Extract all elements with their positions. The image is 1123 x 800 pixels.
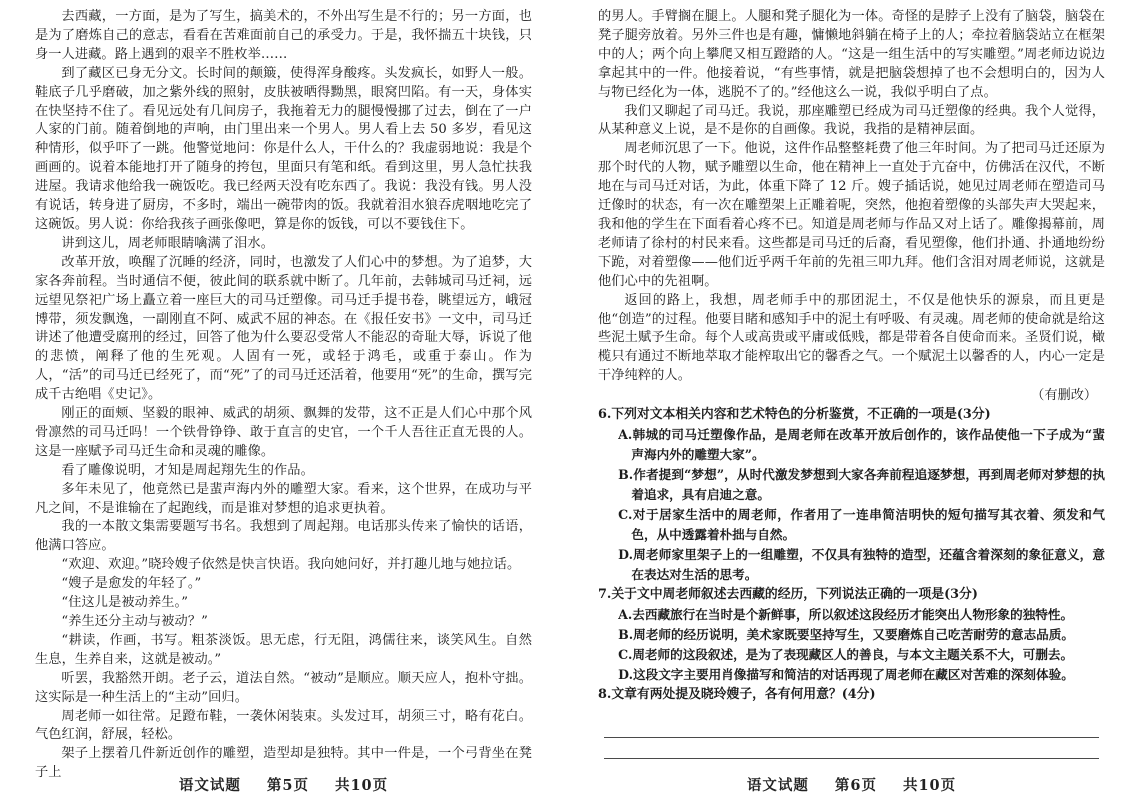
- question-6: [598, 405, 1105, 585]
- question-stem: 6.下列对文本相关内容和艺术特色的分析鉴赏，不正确的一项是(3分): [598, 407, 991, 423]
- page-5: [35, 0, 532, 800]
- page-6-body: [598, 8, 1105, 759]
- paragraph: 改革开放，唤醒了沉睡的经济，同时，也激发了人们心中的梦想。为了追梦，大家各奔前程。当时通信不便，彼此间的联系就中断了。几年前，去韩城司马迁祠，远远望见祭祀广场上矗立着一座巨大的司马迁塑像。司马迁手提书卷，眺望远方，峨冠博带，须发飘逸，一副刚直不阿、威武不屈的神态。在《报任安书》一文中，司马迁讲述了他遭受腐刑的经过，回答了他为什么要忍受常人不能忍的奇耻大辱，诉说了他的悲愤，阐释了他的生死观。人固有一死，或轻于鸿毛，或重于泰山。作为人，“活”的司马迁已经死了，而“死”了的司马迁还活着，他要用“死”的生命，撰写完成千古绝唱《史记》。: [35, 254, 532, 403]
- paragraph: 周老师沉思了一下。他说，这件作品整整耗费了他三年时间。为了把司马迁还原为那个时代的人物，赋予雕塑以生命，他在精神上一直处于亢奋中，仿佛活在汉代，不断地在与司马迁对话，为此，体重下降了 12 斤。嫂子插话说，她见过周老师在塑造司马迁像时的状态，有一次在雕塑架上正雕着呢，突然，他抱着塑像的头部失声大哭起来，我和他的学生在下面看着心疼不已。知道是周老师与作品又对上话了。雕像揭幕前，周老师请了徐村的村民来看。这些都是司马迁的后裔，看见塑像，他们扑通、扑通地纷纷下跪，对着塑像——他们近乎两千年前的先祖三叩九拜。他们含泪对周老师说，这就是他们心中的先祖啊。: [598, 141, 1105, 289]
- dialogue-line: “住这儿是被动养生。”: [61, 595, 189, 611]
- footer-page-number: 第5页: [266, 777, 309, 794]
- footer-doc-title: 语文试题: [746, 777, 809, 794]
- paragraph: 看了雕像说明，才知是周起翔先生的作品。: [61, 462, 314, 478]
- paragraph: 周老师一如往常。足蹬布鞋，一袭休闲装束。头发过耳，胡须三寸，略有花白。气色红润，舒展，轻松。: [35, 708, 532, 743]
- footer-page-total: 共10页: [334, 777, 389, 794]
- footer-doc-title: 语文试题: [178, 777, 241, 794]
- question-stem: 8.文章有两处提及晓玲嫂子，各有何用意？(4分): [598, 687, 876, 703]
- question-option-b: B.作者提到“梦想”，从时代激发梦想到大家各奔前程追逐梦想，再到周老师对梦想的执着追求，具有启迪之意。: [618, 467, 1105, 503]
- answer-line: [604, 717, 1099, 738]
- answer-area: [598, 717, 1105, 759]
- dialogue-line: “欢迎、欢迎。”晓玲嫂子依然是快言快语。我向她问好，并打趣儿地与她拉话。: [61, 557, 521, 573]
- dialogue-line: “嫂子是愈发的年轻了。”: [61, 576, 202, 592]
- footer-page-total: 共10页: [902, 777, 957, 794]
- question-option-d: D.周老师家里架子上的一组雕塑，不仅具有独特的造型，还蕴含着深刻的象征意义，意在表达对生活的思考。: [618, 547, 1105, 583]
- page-6: [598, 0, 1105, 800]
- paragraph: 听罢，我豁然开朗。老子云，道法自然。“被动”是顺应。顺天应人，抱朴守拙。这实际是一种生活上的“主动”回归。: [35, 670, 532, 705]
- question-option-b: B.周老师的经历说明，美术家既要坚持写生，又要磨炼自己吃苦耐劳的意志品质。: [618, 627, 1074, 643]
- question-stem: 7.关于文中周老师叙述去西藏的经历，下列说法正确的一项是(3分): [598, 587, 978, 603]
- paragraph: 架子上摆着几件新近创作的雕塑，造型却是独特。其中一件是，一个弓背坐在凳子上: [35, 746, 532, 781]
- question-option-c: C.周老师的这段叙述，是为了表现藏区人的善良，与本文主题关系不大，可删去。: [618, 647, 1074, 663]
- page-footer: [35, 774, 532, 795]
- dialogue-line: “耕读，作画，书写。粗茶淡饭。思无虑，行无阻，鸿儒往来，谈笑风生。自然生息，生养自来，这就是被动。”: [35, 632, 532, 667]
- question-8: [598, 685, 1105, 759]
- page-5-body: [35, 8, 532, 783]
- question-option-a: A.韩城的司马迁塑像作品，是周老师在改革开放后创作的，该作品使他一下子成为“蜚声海内外的雕塑大家”。: [618, 427, 1105, 463]
- question-7: [598, 585, 1105, 685]
- paragraph: 去西藏，一方面，是为了写生，搞美术的，不外出写生是不行的；另一方面，也是为了磨炼自己的意志，看看在苦难面前自己的承受力。于是，我怀揣五十块钱，只身一人进藏。路上遇到的艰辛不胜枚举……: [35, 9, 532, 62]
- answer-line: [604, 738, 1099, 759]
- question-option-a: A.去西藏旅行在当时是个新鲜事，所以叙述这段经历才能突出人物形象的独特性。: [618, 607, 1074, 623]
- paragraph: 返回的路上，我想，周老师手中的那团泥土，不仅是他快乐的源泉，而且更是他“创造”的过程。他要目睹和感知手中的泥土有呼吸、有灵魂。周老师的使命就是给这些泥土赋予生命。每个人或高贵或平庸或低贱，都是带着各自使命而来。圣贤们说，橄榄只有通过不断地萃取才能榨取出它的馨香之气。一个赋泥土以馨香的人，内心一定是干净纯粹的人。: [598, 292, 1105, 384]
- paragraph: 讲到这儿，周老师眼睛噙满了泪水。: [61, 235, 274, 251]
- paragraph: 到了藏区已身无分文。长时间的颠簸，使得浑身酸疼。头发疯长，如野人一般。鞋底子几乎磨破，加之紫外线的照射，皮肤被晒得黝黑，眼窝凹陷。有一天，身体实在快坚持不住了。看见远处有几间房子，我拖着无力的腿慢慢挪了过去，倒在了一户人家的门前。随着倒地的声响，由门里出来一个男人。男人看上去 50 多岁，看见这种情形，似乎吓了一跳。他警觉地问：你是什么人，干什么的？我虚弱地说：我是个画画的。说着本能地打开了随身的挎包，里面只有笔和纸。看到这里，男人急忙扶我进屋。我请求他给我一碗饭吃。我已经两天没有吃东西了。我说：我没有钱。男人没有说话，转身进了厨房，不多时，端出一碗带肉的饭。我就着泪水狼吞虎咽地吃完了这碗饭。男人说：你给我孩子画张像吧，算是你的饭钱，可以不要钱住下。: [35, 65, 532, 232]
- footer-page-number: 第6页: [834, 777, 877, 794]
- paragraph: 多年未见了，他竟然已是蜚声海内外的雕塑大家。看来，这个世界，在成功与平凡之间，不是谁输在了起跑线，而是谁对梦想的追求更执着。: [35, 481, 532, 516]
- paragraph-continuation: 的男人。手臂搁在腿上。人腿和凳子腿化为一体。奇怪的是脖子上没有了脑袋，脑袋在凳子腿旁放着。另外三件也是有趣，慵懒地斜躺在椅子上的人；牵拉着脑袋站立在框架中的人；两个向上攀爬又相互蹬踏的人。“这是一组生活中的写实雕塑。”周老师边说边拿起其中的一件。他接着说，“有些事情，就是把脑袋想掉了也不会想明白的，因为人与物已经化为一体，逃脱不了的。”经他这么一说，我似乎明白了点。: [598, 9, 1105, 100]
- paragraph: 我们又聊起了司马迁。我说，那座雕塑已经成为司马迁塑像的经典。我个人觉得，从某种意义上说，是不是你的自画像。我说，我指的是精神层面。: [598, 103, 1105, 138]
- paragraph: 刚正的面颊、坚毅的眼神、威武的胡须、飘舞的发带，这不正是人们心中那个风骨凛然的司马迁吗！一个铁骨铮铮、敢于直言的史官，一个千人吾往正直无畏的人。这是一座赋予司马迁生命和灵魂的雕像。: [35, 406, 532, 459]
- page-footer: [598, 774, 1105, 795]
- question-option-c: C.对于居家生活中的周老师，作者用了一连串简洁明快的短句描写其衣着、须发和气色，从中透露着朴拙与自然。: [618, 507, 1105, 543]
- paragraph: 我的一本散文集需要题写书名。我想到了周起翔。电话那头传来了愉快的话语，他满口答应。: [35, 519, 532, 554]
- question-option-d: D.这段文字主要用肖像描写和简洁的对话再现了周老师在藏区对苦难的深刻体验。: [618, 667, 1074, 683]
- source-attribution: （有删改）: [1031, 388, 1098, 404]
- dialogue-line: “养生还分主动与被动？”: [61, 614, 208, 629]
